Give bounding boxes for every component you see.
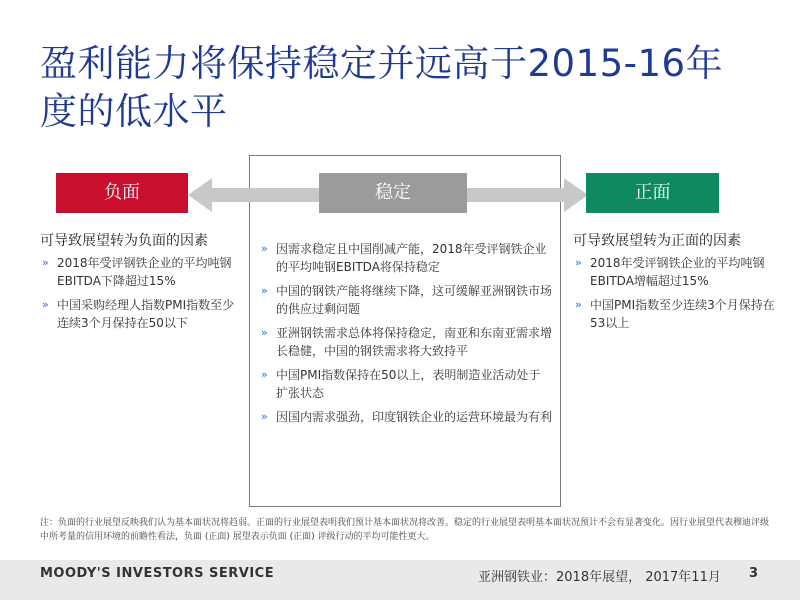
bullet-icon: » (42, 298, 49, 311)
list-item: » 亚洲钢铁需求总体将保持稳定，南亚和东南亚需求增长稳健，中国的钢铁需求将大致持平 (261, 326, 553, 358)
stable-label: 稳定 (319, 173, 467, 213)
positive-label: 正面 (586, 173, 719, 213)
footer-bar (0, 560, 800, 600)
bullet-icon: » (261, 284, 268, 297)
bullet-icon: » (575, 256, 582, 269)
slide-title: 盈利能力将保持稳定并远高于2015-16年度的低水平 (40, 42, 724, 133)
list-item: » 2018年受评钢铁企业的平均吨钢EBITDA增幅超过15% (575, 256, 765, 288)
report-info: 亚洲钢铁业：2018年展望， 2017年11月 (478, 570, 721, 585)
positive-factors-heading: 可导致展望转为正面的因素 (573, 233, 741, 249)
bullet-icon: » (261, 368, 268, 381)
brand-name: MOODY'S INVESTORS SERVICE (40, 566, 275, 581)
stable-factors (259, 240, 552, 432)
bullet-icon: » (575, 298, 582, 311)
positive-factors (573, 232, 778, 338)
list-item: » 中国PMI指数保持在50以上，表明制造业活动处于扩张状态 (261, 368, 541, 400)
list-item: » 2018年受评钢铁企业的平均吨钢EBITDA下降超过15% (42, 256, 232, 288)
footnote: 注：负面的行业展望反映我们认为基本面状况将趋弱。正面的行业展望表明我们预计基本面状况将改善。稳定的行业展望表明基本面状况预计不会有显著变化。因行业展望代表穆迪评级中所考量的信用环境的前瞻性看法，负面 (正面) 展望表示负面 (正面) 评级行动的平均可能性更大。 (40, 518, 770, 542)
negative-label: 负面 (56, 173, 188, 213)
bullet-icon: » (261, 410, 268, 423)
list-item: » 中国的钢铁产能将继续下降，这可缓解亚洲钢铁市场的供应过剩问题 (261, 284, 553, 316)
list-item: » 中国采购经理人指数PMI指数至少连续3个月保持在50以下 (42, 298, 235, 330)
bullet-icon: » (42, 256, 49, 269)
bullet-icon: » (261, 242, 268, 255)
list-item: » 因国内需求强劲，印度钢铁企业的运营环境最为有利 (261, 410, 553, 424)
page-number: 3 (749, 566, 759, 581)
list-item: » 中国PMI指数至少连续3个月保持在53以上 (575, 298, 775, 330)
bullet-icon: » (261, 326, 268, 339)
negative-factors-heading: 可导致展望转为负面的因素 (40, 233, 208, 249)
negative-factors (40, 232, 245, 338)
list-item: » 因需求稳定且中国削减产能，2018年受评钢铁企业的平均吨钢EBITDA将保持稳定 (261, 242, 547, 274)
